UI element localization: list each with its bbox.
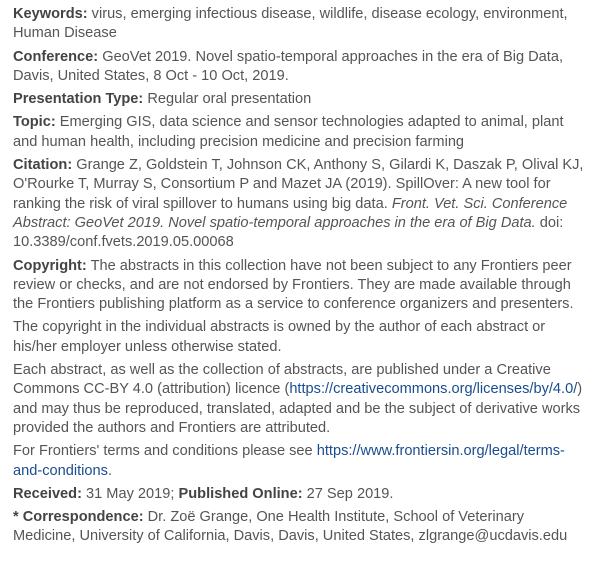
citation-doi: doi: 10.3389/conf.fvets.2019.05.00068 — [13, 214, 564, 251]
published-label: Published Online: — [178, 485, 303, 502]
keywords-label: Keywords: — [13, 6, 88, 22]
topic-label: Topic: — [13, 114, 56, 131]
dates-section — [13, 485, 586, 504]
licence-text-before: Each abstract, as well as the collection of abstracts, are published under a Creative Commons CC-BY 4.0 (attribution) licence ( — [13, 362, 551, 398]
correspondence-section — [13, 508, 586, 547]
presentation-type-label: Presentation Type: — [13, 91, 144, 108]
keywords-section — [13, 5, 586, 44]
conference-label: Conference: — [13, 48, 99, 65]
citation-label: Citation: — [13, 157, 73, 174]
copyright-paragraph-1: The abstracts in this collection have not been subject to any Frontiers peer review or checks, and are not endorsed by Frontiers. They are made available through the Frontiers publishing platform as a service to conference organizers and presenters. — [13, 257, 574, 313]
topic-value: Emerging GIS, data science and sensor technologies adapted to animal, plant and human health, including precision medicine and precision farming — [13, 114, 564, 150]
conference-value: GeoVet 2019. Novel spatio-temporal approaches in the era of Big Data, Davis, United States, 8 Oct - 10 Oct, 2019. — [13, 48, 564, 84]
copyright-section — [13, 257, 586, 315]
licence-text-after: ) and may thus be reproduced, translated, adapted and be the subject of derivative works provided the authors and Frontiers are attributed. — [13, 381, 583, 436]
citation-section — [13, 156, 586, 252]
licence-paragraph — [13, 361, 586, 438]
citation-text: Grange Z, Goldstein T, Johnson CK, Anthony S, Gilardi K, Daszak P, Olival KJ, O'Rourke T, Murray S, Consortium P and Mazet JA (2019). SpillOver: A new tool for ranking the risk of viral spillover to humans using big data. — [13, 157, 584, 212]
creative-commons-link[interactable]: https://creativecommons.org/licenses/by/4.0/ — [289, 381, 578, 398]
terms-paragraph — [13, 442, 586, 481]
correspondence-label: * Correspondence: — [13, 509, 144, 526]
copyright-paragraph-2: The copyright in the individual abstracts is owned by the author of each abstract or his/her employer unless otherwise stated. — [13, 319, 546, 355]
terms-text-before: For Frontiers' terms and conditions please see — [13, 443, 313, 460]
keywords-value: virus, emerging infectious disease, wildlife, disease ecology, environment, Human Disease — [13, 6, 568, 42]
terms-and-conditions-link[interactable]: https://www.frontiersin.org/legal/terms-and-conditions — [13, 443, 565, 479]
received-date: 31 May 2019; — [86, 485, 175, 502]
received-label: Received: — [13, 485, 82, 502]
citation-journal: Front. Vet. Sci. Conference Abstract: GeoVet 2019. Novel spatio-temporal approaches in the era of Big Data. — [13, 195, 568, 231]
presentation-type-value: Regular oral presentation — [147, 91, 312, 108]
conference-section — [13, 48, 586, 87]
correspondence-value: Dr. Zoë Grange, One Health Institute, School of Veterinary Medicine, University of California, Davis, Davis, United States, zlgrange@ucdavis.edu — [13, 509, 568, 545]
copyright-label: Copyright: — [13, 257, 87, 274]
terms-text-after: . — [107, 462, 112, 479]
published-date: 27 Sep 2019. — [306, 485, 394, 502]
topic-section — [13, 113, 586, 152]
presentation-type-section — [13, 90, 586, 109]
